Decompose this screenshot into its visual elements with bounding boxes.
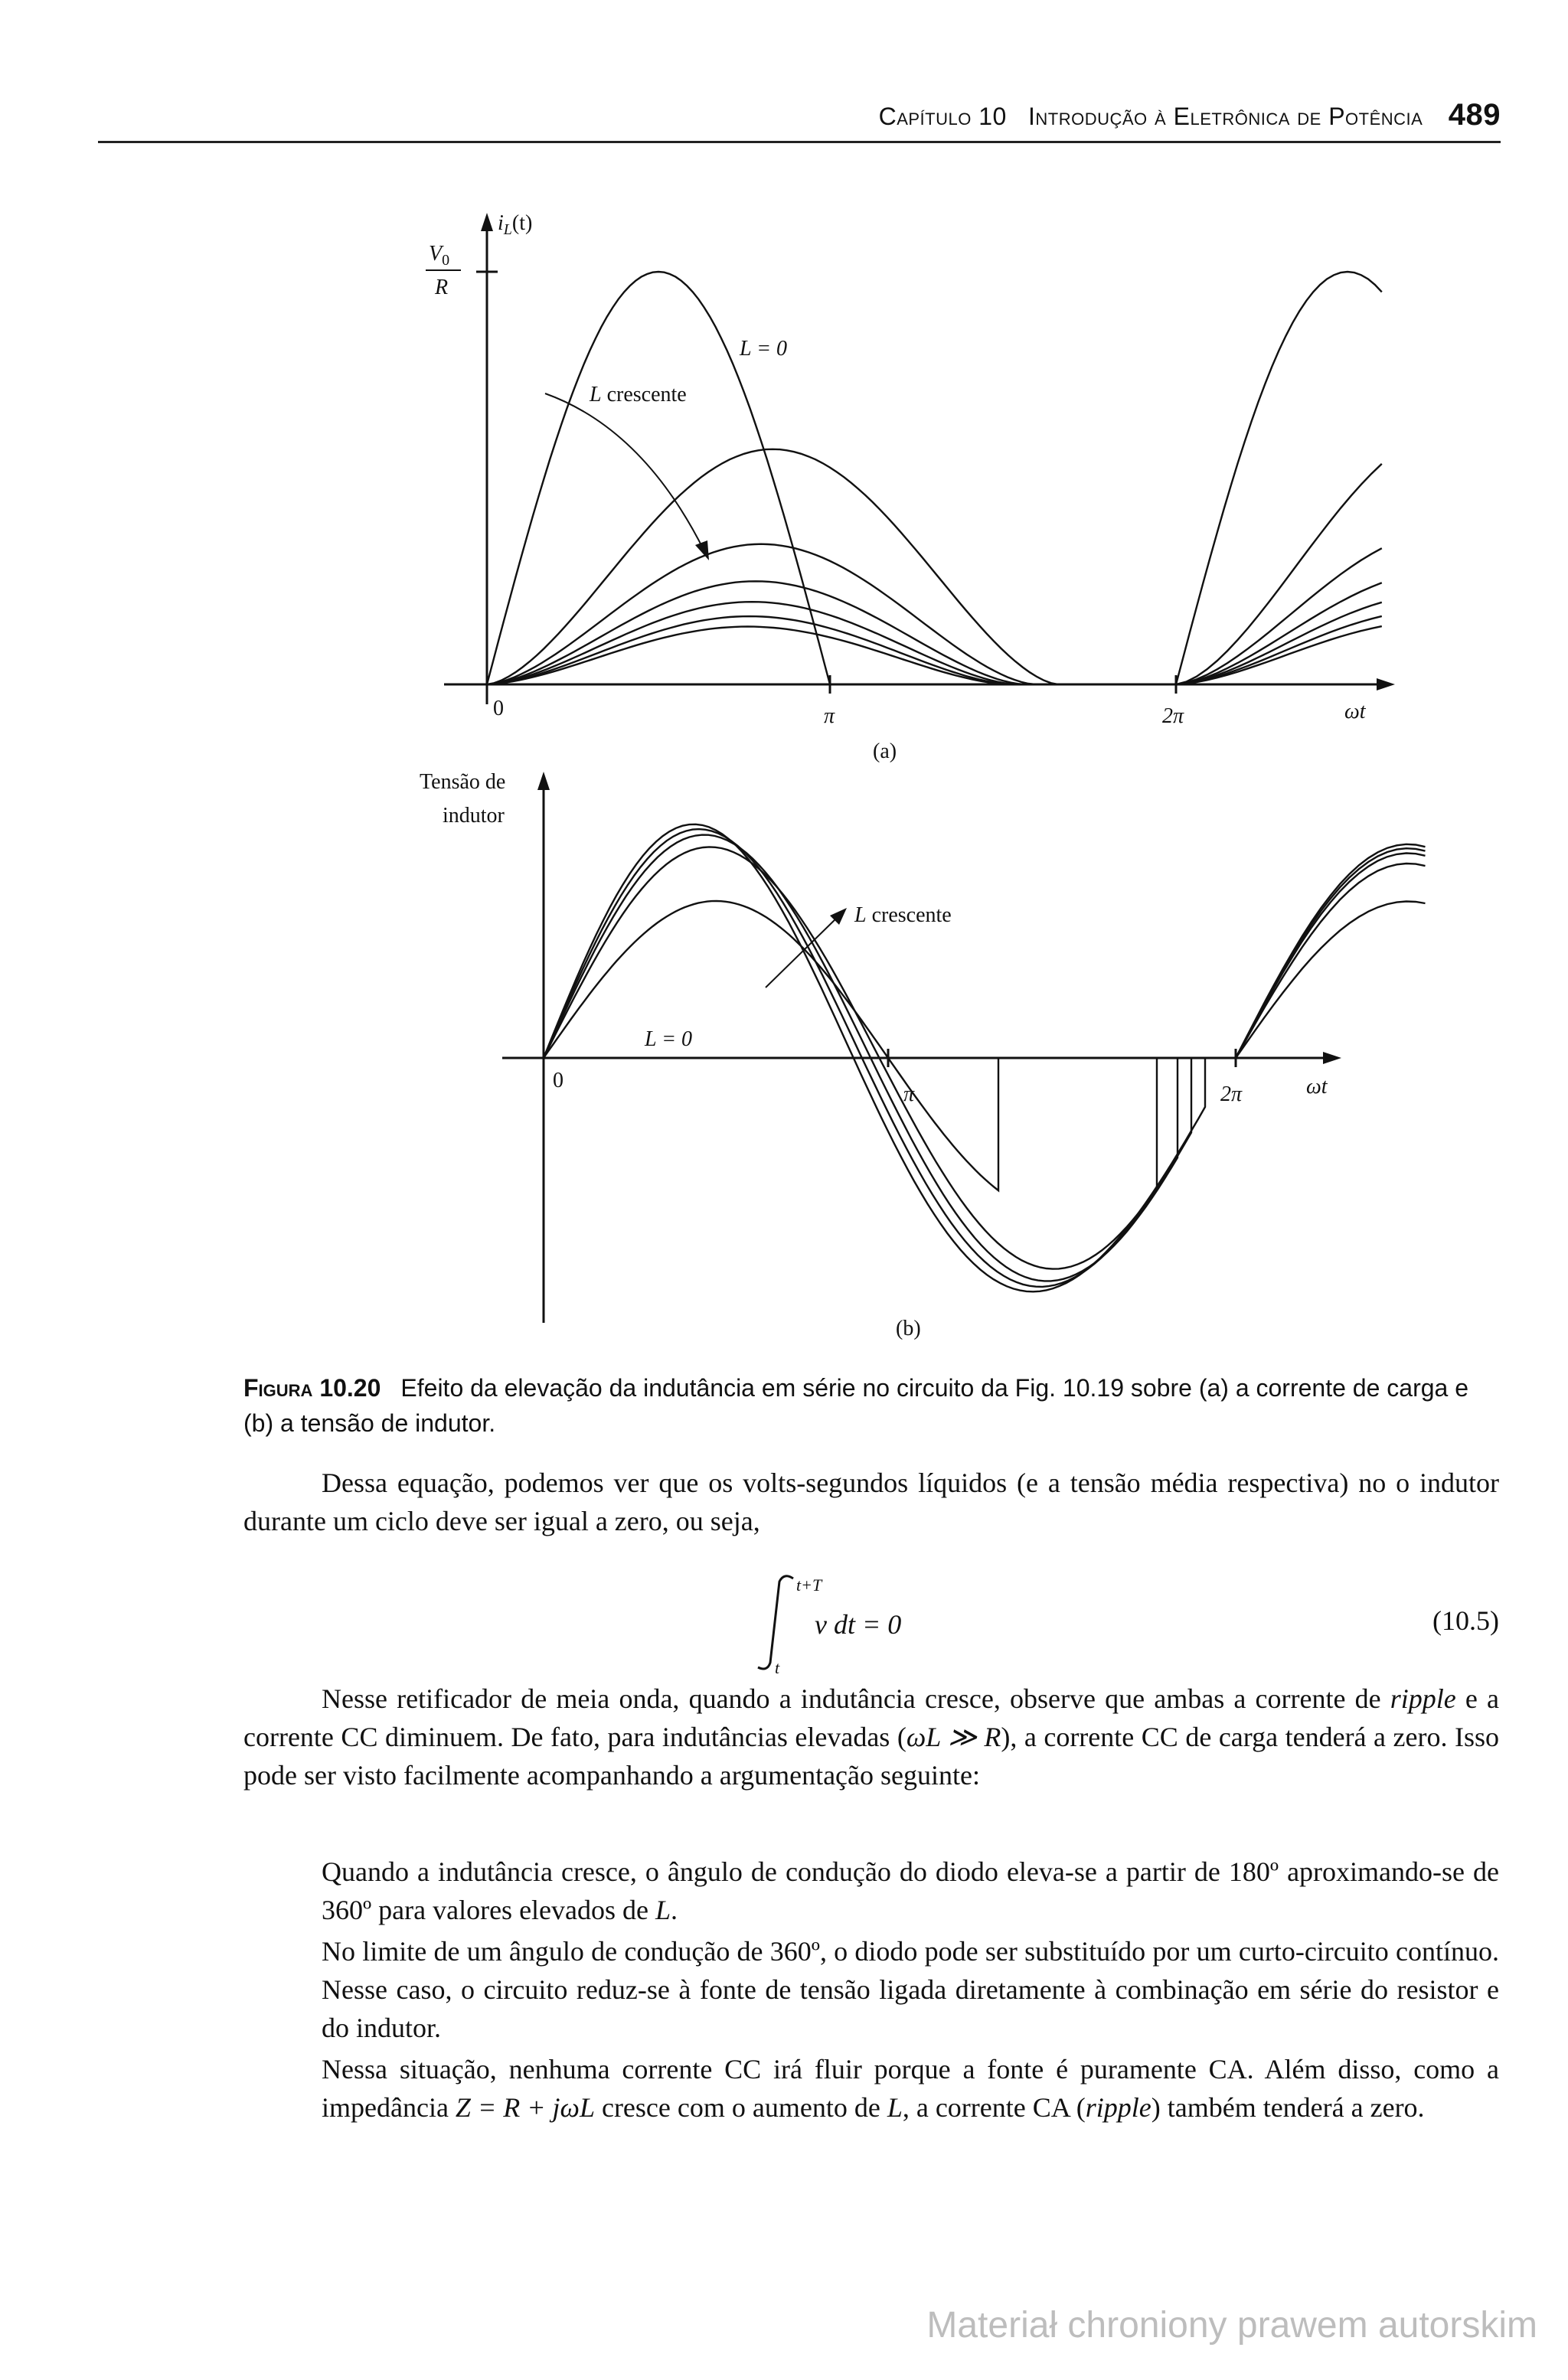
fig-a-panel-label: (a) (873, 739, 897, 763)
fig-a-x-arrow (1377, 678, 1395, 690)
fig-a-label-L-increasing: L crescente (590, 383, 687, 406)
figure-caption (243, 1370, 1499, 1441)
fig-b-x-arrow (1323, 1052, 1341, 1064)
equation-number: (10.5) (1432, 1605, 1499, 1636)
integral-lower-limit: t (775, 1658, 780, 1676)
copyright-watermark: Materiał chroniony prawem autorskim (926, 2305, 1537, 2346)
fig-a-increasing-arrow (545, 393, 704, 551)
fig-b-y-axis-label-line2: indutor (443, 804, 505, 828)
curve-L-1 (487, 449, 1058, 684)
fig-b-x-tick-2pi: 2π (1220, 1082, 1243, 1106)
equation-10-5 (243, 1569, 1499, 1676)
fig-b-x-axis-label: ωt (1306, 1075, 1328, 1099)
argument-list (322, 1853, 1499, 2130)
fig-b-label-L-increasing: L crescente (854, 903, 952, 927)
list-item: Nessa situação, nenhuma corrente CC irá fluir porque a fonte é puramente CA. Além disso, como a impedância Z = R + jωL cresce com o aumento de L, a corrente CA (ripple) também tenderá a zero. (322, 2054, 1499, 2123)
voltage-curve-4-second-cycle (1236, 848, 1426, 1058)
fig-b-x-tick-0: 0 (553, 1069, 564, 1092)
fig-b-panel-label: (b) (896, 1317, 921, 1340)
p2-omega-l: ωL ≫ R (906, 1722, 1001, 1752)
fig-b-x-tick-pi: π (903, 1082, 915, 1106)
integral-upper-limit: t+T (796, 1575, 822, 1595)
p2-text-2: e a corrente CC diminuem. De fato, para indutâncias elevadas ( (243, 1683, 1499, 1752)
chapter-label: Capítulo 10 (878, 103, 1007, 130)
figure-b-inductor-voltage (0, 766, 1568, 1347)
fig-a-y-axis-label: $i_L(t)$ (498, 211, 533, 238)
curve-L0-second-cycle (1176, 272, 1382, 684)
p2-text-1: Nesse retificador de meia onda, quando a indutância cresce, observe que ambas a corrente de (322, 1683, 1390, 1714)
voltage-curve-5-second-cycle (1236, 844, 1426, 1058)
fig-a-y-tick-denominator: R (435, 276, 449, 299)
fig-b-y-arrow (537, 772, 550, 790)
figure-number: Figura 10.20 (243, 1374, 381, 1402)
caption-text: Efeito da elevação da indutância em série no circuito da Fig. 10.19 sobre (a) a corrente de carga e (b) a tensão de indutor. (243, 1374, 1468, 1437)
list-item: No limite de um ângulo de condução de 360º, o diodo pode ser substituído por um curto-circuito contínuo. Nesse caso, o circuito reduz-se à fonte de tensão ligada diretamente à combinação em série do resistor e do indutor. (322, 1936, 1499, 2043)
voltage-curve-1 (544, 901, 998, 1190)
fig-a-x-tick-0: 0 (493, 697, 504, 720)
list-item: Quando a indutância cresce, o ângulo de condução do diodo eleva-se a partir de 180º aproximando-se de 360º para valores elevados de L. (322, 1856, 1499, 1925)
fig-a-y-arrow (481, 213, 493, 231)
integrand: v dt = 0 (815, 1609, 902, 1640)
chapter-title: Introdução à Eletrônica de Potência (1028, 103, 1423, 130)
voltage-curve-2-second-cycle (1236, 864, 1426, 1058)
voltage-curve-1-second-cycle (1236, 902, 1426, 1059)
voltage-curve-3-second-cycle (1236, 854, 1426, 1059)
fig-a-x-tick-2pi: 2π (1162, 704, 1184, 728)
fig-a-label-L0: L = 0 (740, 337, 787, 361)
figure-a-current (0, 0, 1568, 766)
page-number: 489 (1448, 98, 1501, 132)
curve-L-4-second-cycle (1176, 602, 1382, 684)
integral-sign (758, 1576, 793, 1669)
curve-L-4 (487, 602, 1018, 684)
curve-L-1-second-cycle (1176, 464, 1382, 684)
p2-ripple: ripple (1390, 1683, 1456, 1714)
p2-text-3: ), a corrente CC de carga tenderá a zero. Isso pode ser visto facilmente acompanhando a argumentação seguinte: (243, 1722, 1500, 1791)
fig-a-x-tick-pi: π (824, 704, 835, 728)
paragraph-2 (243, 1680, 1499, 1794)
fig-a-y-tick-numerator: $V_0$ (429, 242, 450, 269)
paragraph-1: Dessa equação, podemos ver que os volts-segundos líquidos (e a tensão média respectiva) no o indutor durante um ciclo deve ser igual a zero, ou seja, (243, 1468, 1499, 1536)
fig-a-x-axis-label: ωt (1344, 700, 1366, 723)
fig-b-y-axis-label-line1: Tensão de (420, 770, 506, 794)
fig-b-label-L0: L = 0 (645, 1027, 692, 1051)
